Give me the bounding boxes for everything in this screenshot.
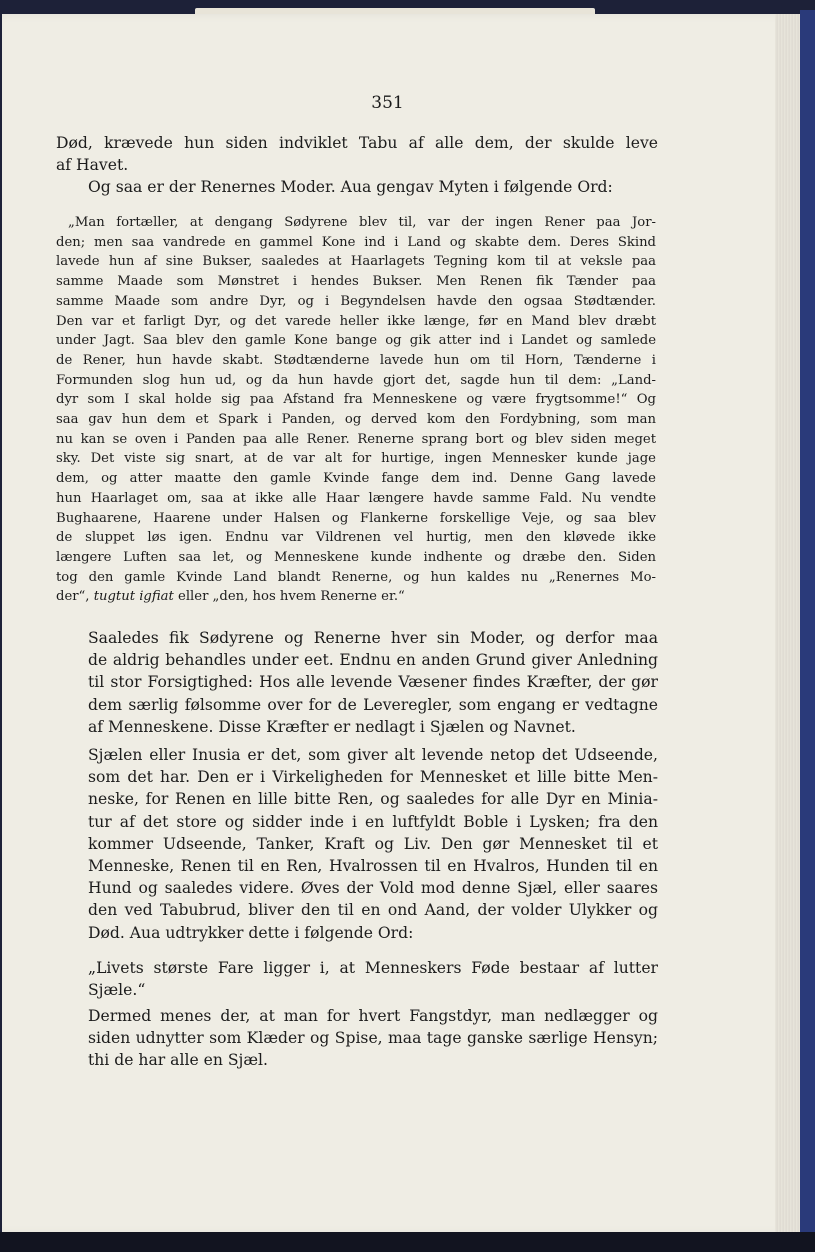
- quote-line: Den var et farligt Dyr, og det varede heller ikke længe, før en Mand blev dræbt: [56, 313, 656, 329]
- paragraph-4: [56, 744, 658, 944]
- quote-line: Formunden slog hun ud, og da hun havde gjort det, sagde hun til dem: „Land-: [56, 372, 656, 388]
- quote-line: lavede hun af sine Bukser, saaledes at Haarlagets Tegning kom til at veksle paa: [56, 254, 656, 270]
- quote-line: nu kan se oven i Panden paa alle Rener. Renerne sprang bort og blev siden meget: [56, 431, 656, 447]
- quote-line: „Man fortæller, at dengang Sødyrene blev til, var der ingen Rener paa Jor-: [68, 215, 656, 230]
- text-line: Sjælen eller Inusia er det, som giver alt levende netop det Udseende,: [88, 746, 658, 764]
- paragraph-2: [56, 176, 658, 198]
- text-line: Menneske, Renen til en Ren, Hvalrossen til en Hvalros, Hunden til en: [88, 857, 658, 876]
- quote-line: hun Haarlaget om, saa at ikke alle Haar længere havde samme Fald. Nu vendte: [56, 490, 656, 506]
- quote-line: Bughaarene, Haarene under Halsen og Flankerne forskellige Veje, og saa blev: [56, 510, 656, 526]
- quote-line: samme Maade som Mønstret i hendes Bukser. Men Renen fik Tænder paa: [56, 274, 656, 290]
- text-line: tur af det store og sidder inde i en luftfyldt Boble i Lysken; fra den: [88, 812, 658, 831]
- quote-line: sky. Det viste sig snart, at de var alt for hurtige, ingen Mennesker kunde jage: [56, 451, 656, 467]
- text-line: Død, krævede hun siden indviklet Tabu af alle dem, der skulde leve: [56, 134, 658, 152]
- text-line: de aldrig behandles under eet. Endnu en anden Grund giver Anledning: [88, 651, 658, 670]
- quote-line: de Rener, hun havde skabt. Stødtænderne lavede hun om til Horn, Tænderne i: [56, 352, 656, 368]
- quote-block: [56, 213, 656, 607]
- page-number: 351: [371, 93, 404, 113]
- text-line: neske, for Renen en lille bitte Ren, og saaledes for alle Dyr en Minia-: [88, 790, 658, 809]
- text-line: kommer Udseende, Tanker, Kraft og Liv. Den gør Mennesket til et: [88, 834, 658, 853]
- quote-last-post: eller „den, hos hvem Renerne er.“: [173, 589, 405, 605]
- quote-italic-term: tugtut igfiat: [93, 589, 174, 605]
- text-line: den ved Tabubrud, bliver den til en ond Aand, der volder Ulykker og: [88, 901, 658, 920]
- quote-line: samme Maade som andre Dyr, og i Begyndelsen havde den ogsaa Stødtænder.: [56, 293, 656, 309]
- text-line: Hund og saaledes videre. Øves der Vold mod denne Sjæl, eller saares: [88, 879, 658, 898]
- paragraph-6: [56, 1005, 658, 1072]
- text-line: Saaledes fik Sødyrene og Renerne hver sin Moder, og derfor maa: [88, 629, 658, 647]
- bottom-edge: [0, 1232, 815, 1252]
- text-line: Dermed menes der, at man for hvert Fangstdyr, man nedlægger og: [88, 1007, 658, 1025]
- quote-last-pre: der“,: [56, 589, 94, 605]
- quote-line: de sluppet løs igen. Endnu var Vildrenen vel hurtig, men den kløvede ikke: [56, 530, 656, 546]
- text-line: Og saa er der Renernes Moder. Aua gengav Myten i følgende Ord:: [88, 178, 613, 196]
- text-line: „Livets største Fare ligger i, at Menneskers Føde bestaar af lutter: [88, 959, 658, 977]
- paragraph-1: [56, 132, 658, 176]
- quote-last-line: [56, 587, 656, 607]
- book-cover-edge: [800, 10, 815, 1242]
- text-line: Sjæle.“: [88, 981, 146, 1000]
- paragraph-5: [56, 957, 658, 1001]
- quote-line: dem, og atter maatte den gamle Kvinde fange dem ind. Denne Gang lavede: [56, 471, 656, 487]
- quote-line: dyr som I skal holde sig paa Afstand fra Menneskene og være frygtsomme!“ Og: [56, 392, 656, 408]
- text-line: thi de har alle en Sjæl.: [88, 1051, 268, 1070]
- text-line: af Menneskene. Disse Kræfter er nedlagt i Sjælen og Navnet.: [88, 717, 576, 736]
- quote-line: længere Luften saa let, og Menneskene kunde indhente og dræbe den. Siden: [56, 549, 656, 565]
- quote-line: under Jagt. Saa blev den gamle Kone bange og gik atter ind i Landet og samlede: [56, 333, 656, 349]
- quote-line: tog den gamle Kvinde Land blandt Renerne, og hun kaldes nu „Renernes Mo-: [56, 569, 656, 585]
- paragraph-3: [56, 627, 658, 738]
- text-line: af Havet.: [56, 156, 129, 175]
- text-line: Død. Aua udtrykker dette i følgende Ord:: [88, 923, 414, 942]
- quote-line: den; men saa vandrede en gammel Kone ind i Land og skabte dem. Deres Skind: [56, 234, 656, 250]
- text-line: siden udnytter som Klæder og Spise, maa tage ganske særlige Hensyn;: [88, 1029, 658, 1048]
- text-line: dem særlig følsomme over for de Leveregler, som engang er vedtagne: [88, 695, 658, 714]
- text-line: til stor Forsigtighed: Hos alle levende Væsener findes Kræfter, der gør: [88, 673, 658, 692]
- quote-line: saa gav hun dem et Spark i Panden, og derved kom den Fordybning, som man: [56, 412, 656, 428]
- text-line: som det har. Den er i Virkeligheden for Mennesket et lille bitte Men-: [88, 768, 658, 787]
